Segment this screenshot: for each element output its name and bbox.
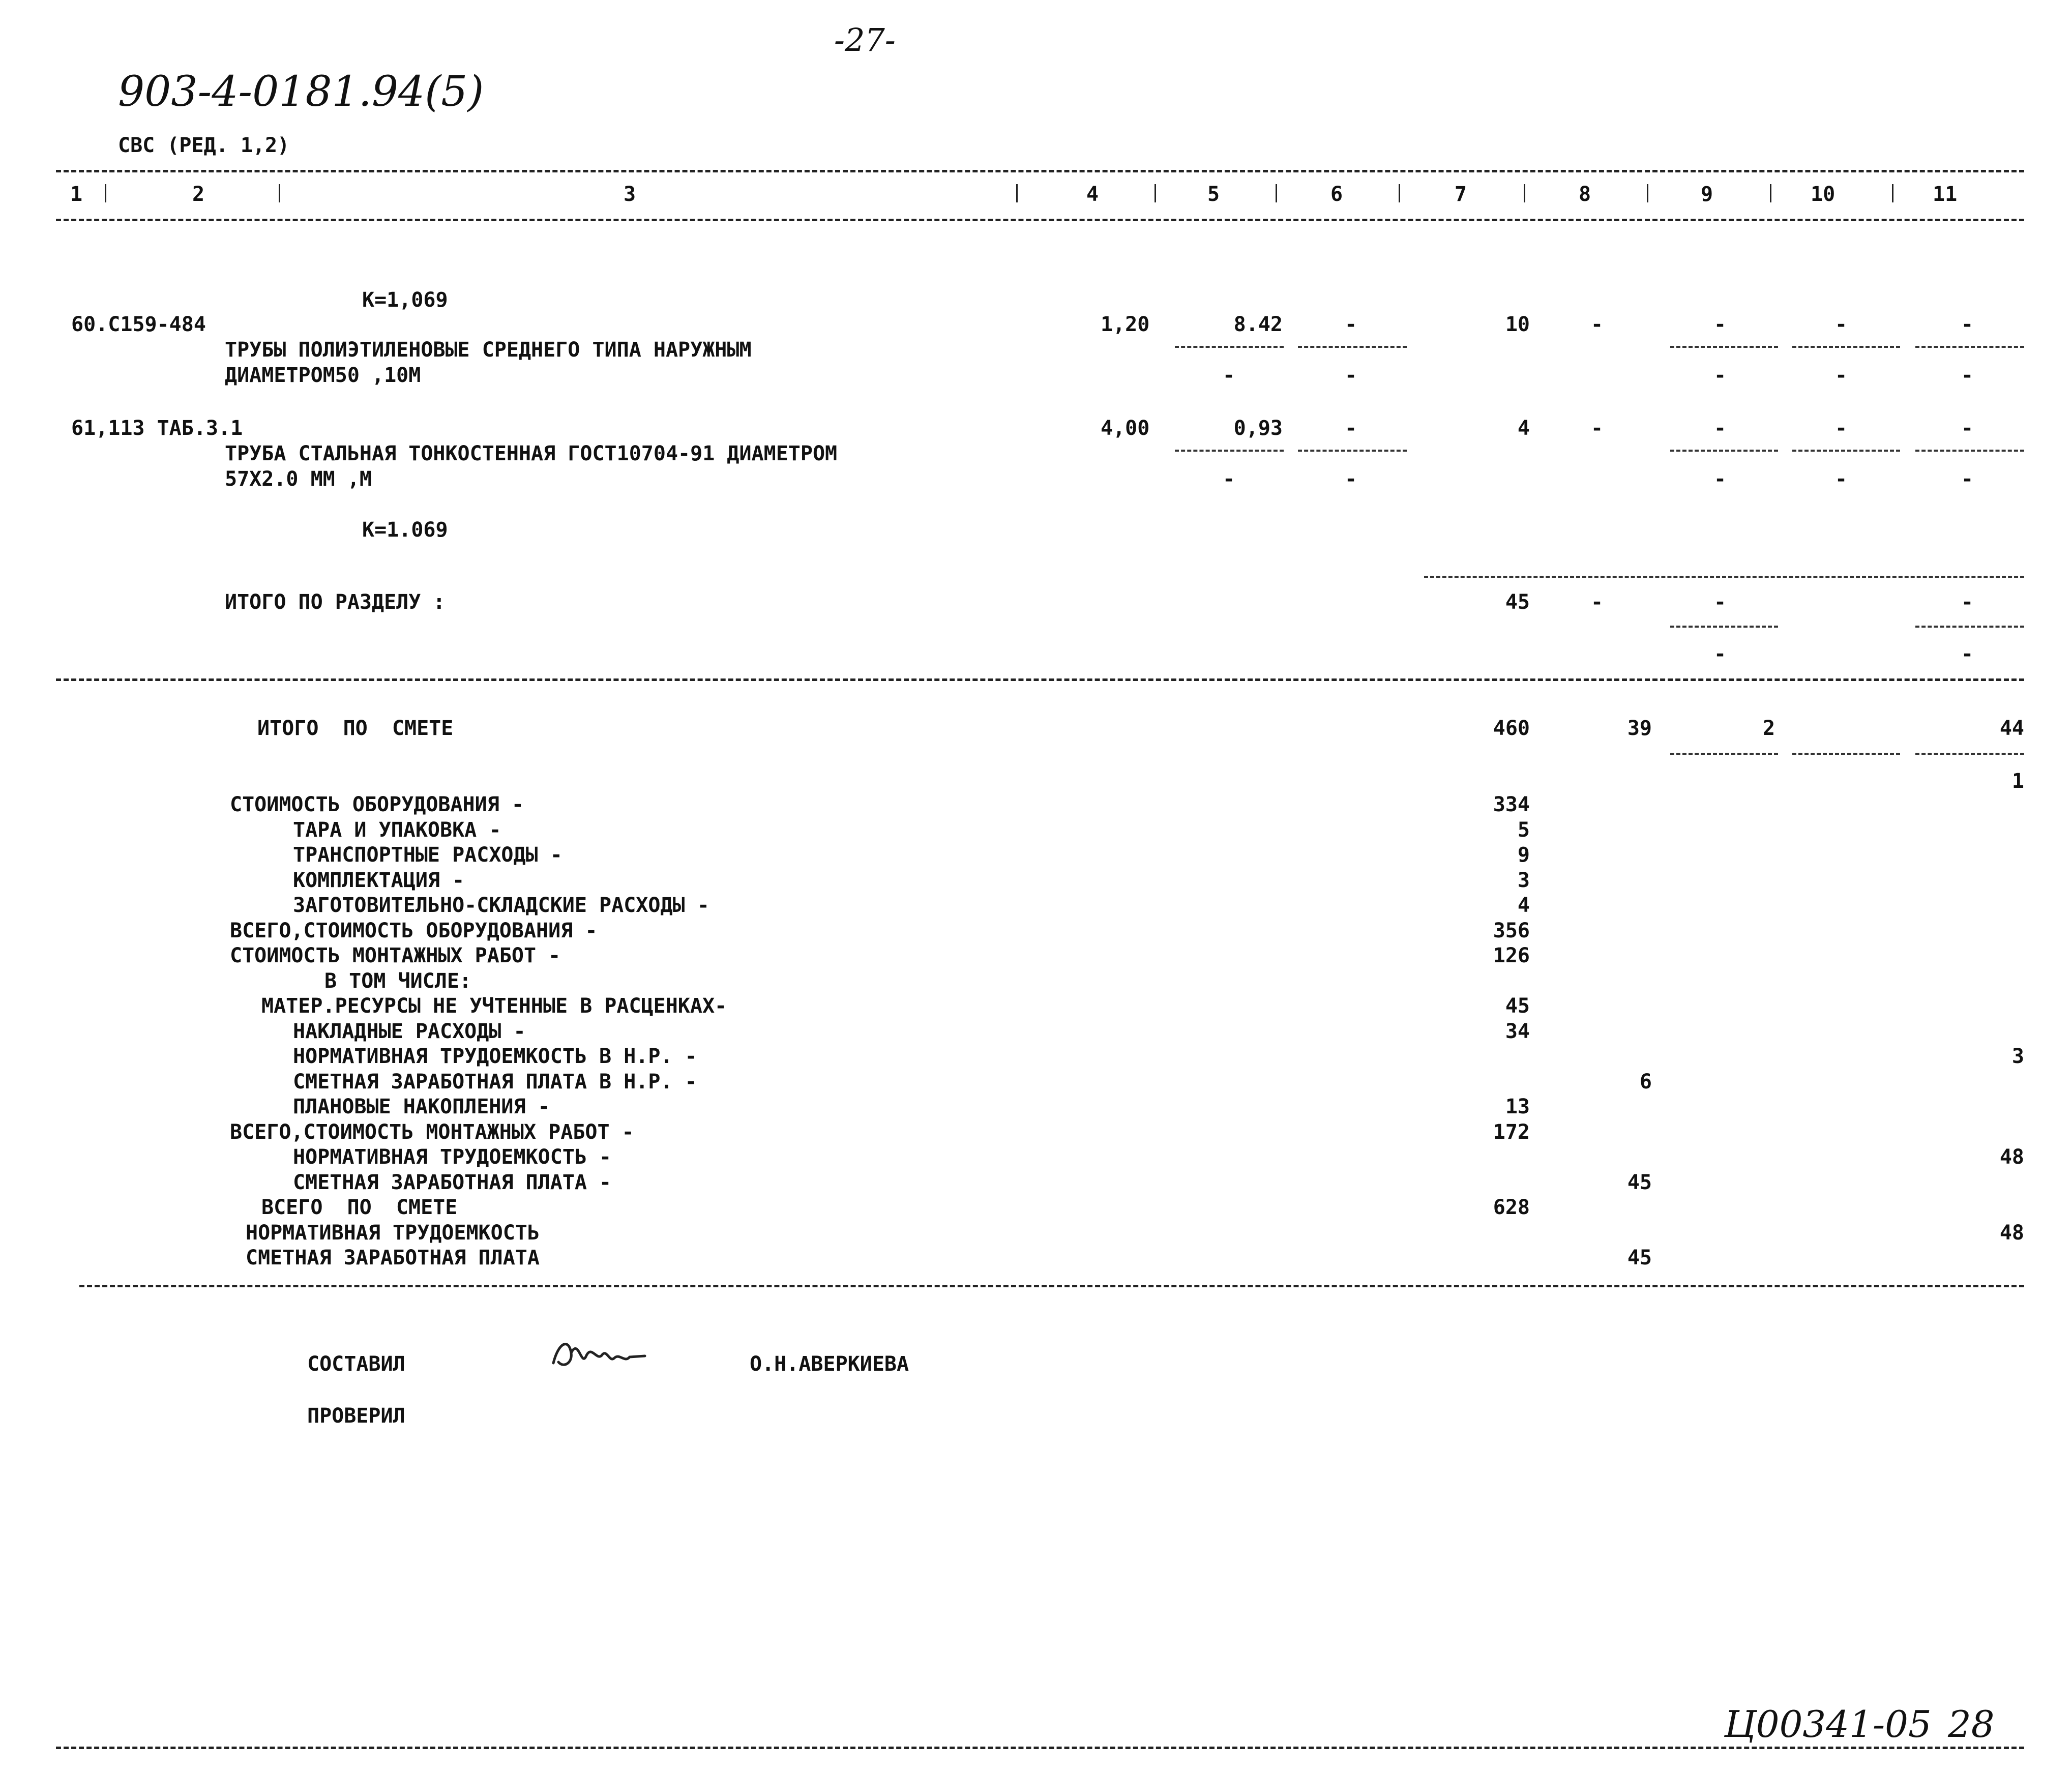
cell-col4: 1,20	[1101, 313, 1150, 336]
cell-rule	[1792, 753, 1900, 755]
summary-label: НОРМАТИВНАЯ ТРУДОЕМКОСТЬ В Н.Р. -	[293, 1045, 697, 1068]
summary-value-c7: 5	[1517, 818, 1530, 842]
compiler-name: О.Н.АВЕРКИЕВА	[750, 1352, 909, 1376]
header-top-rule	[56, 170, 2024, 172]
cell-col9-sub: -	[1714, 467, 1727, 491]
col-separator	[105, 184, 106, 202]
cell-col5-sub: -	[1223, 364, 1235, 387]
estimate-total-label: ИТОГО ПО СМЕТЕ	[257, 717, 454, 740]
item-description: ТРУБЫ ПОЛИЭТИЛЕНОВЫЕ СРЕДНЕГО ТИПА НАРУЖНЫМ	[225, 338, 752, 362]
cell-rule	[1298, 450, 1407, 452]
summary-label: НАКЛАДНЫЕ РАСХОДЫ -	[293, 1020, 526, 1043]
cell-col7: 10	[1505, 313, 1530, 336]
col-header-6: 6	[1330, 183, 1343, 206]
signature	[548, 1333, 650, 1382]
summary-label: СМЕТНАЯ ЗАРАБОТНАЯ ПЛАТА -	[293, 1171, 612, 1194]
cell-col5: 8.42	[1233, 313, 1283, 336]
cell-col7: 45	[1505, 590, 1530, 614]
summary-value-c7: 9	[1517, 843, 1530, 867]
cell-col9-sub: -	[1714, 642, 1727, 666]
cell-col11-sub: 1	[2011, 770, 2024, 793]
cell-rule	[1670, 626, 1778, 628]
summary-label: ЗАГОТОВИТЕЛЬНО-СКЛАДСКИЕ РАСХОДЫ -	[293, 894, 709, 917]
cell-col11-sub: -	[1961, 642, 1974, 666]
summary-value-c7: 334	[1493, 793, 1530, 816]
summary-value-c7: 3	[1517, 869, 1530, 892]
archive-stamp: Ц00341-05	[1724, 1703, 1932, 1746]
summary-value-c8: 6	[1639, 1070, 1652, 1094]
cell-col9: -	[1714, 313, 1727, 336]
cell-rule	[1175, 450, 1284, 452]
cell-col6-sub: -	[1345, 364, 1357, 387]
cell-col6-sub: -	[1345, 467, 1357, 491]
item-description: ДИАМЕТРОМ50 ,10М	[225, 364, 421, 387]
checked-by-label: ПРОВЕРИЛ	[307, 1404, 405, 1428]
cell-col11-sub: -	[1961, 364, 1974, 387]
section-total-label: ИТОГО ПО РАЗДЕЛУ :	[225, 590, 446, 614]
col-separator	[1647, 184, 1648, 202]
cell-col6: -	[1345, 313, 1357, 336]
item-description: ТРУБА СТАЛЬНАЯ ТОНКОСТЕННАЯ ГОСТ10704-91 ДИАМЕТРОМ	[225, 442, 838, 465]
cell-col10-sub: -	[1835, 467, 1848, 491]
summary-label: СМЕТНАЯ ЗАРАБОТНАЯ ПЛАТА В Н.Р. -	[293, 1070, 697, 1094]
summary-label: В ТОМ ЧИСЛЕ:	[324, 969, 471, 993]
cell-col11-sub: -	[1961, 467, 1974, 491]
cell-col8: -	[1591, 417, 1604, 440]
sheet-number: 28	[1948, 1703, 1995, 1746]
cell-col9: 2	[1763, 717, 1775, 740]
program-version: СВС (РЕД. 1,2)	[118, 134, 290, 157]
cell-rule	[1298, 346, 1407, 348]
cell-col9-sub: -	[1714, 364, 1727, 387]
summary-label: ВСЕГО ПО СМЕТЕ	[261, 1196, 458, 1219]
cell-rule	[1915, 626, 2024, 628]
col-header-5: 5	[1207, 183, 1220, 206]
col-separator	[1770, 184, 1771, 202]
document-code: 903-4-0181.94(5)	[118, 68, 484, 116]
summary-label: ТАРА И УПАКОВКА -	[293, 818, 501, 842]
coefficient-line: К=1.069	[362, 518, 448, 542]
summary-label: НОРМАТИВНАЯ ТРУДОЕМКОСТЬ	[246, 1221, 540, 1245]
summary-label: СТОИМОСТЬ МОНТАЖНЫХ РАБОТ -	[230, 944, 561, 967]
summary-bottom-rule	[79, 1285, 2024, 1287]
cell-col11: 44	[1999, 717, 2024, 740]
footer-rule	[56, 1747, 2024, 1749]
summary-value-c7: 172	[1493, 1120, 1530, 1144]
col-separator	[1016, 184, 1018, 202]
summary-label: ТРАНСПОРТНЫЕ РАСХОДЫ -	[293, 843, 563, 867]
cell-col4: 4,00	[1101, 417, 1150, 440]
col-header-3: 3	[624, 183, 636, 206]
col-separator	[1399, 184, 1400, 202]
summary-value-c7: 13	[1505, 1095, 1530, 1118]
col-header-8: 8	[1579, 183, 1591, 206]
cell-rule	[1792, 346, 1900, 348]
cell-rule	[1175, 346, 1284, 348]
col-header-7: 7	[1455, 183, 1467, 206]
summary-value-c7: 126	[1493, 944, 1530, 967]
summary-label: ПЛАНОВЫЕ НАКОПЛЕНИЯ -	[293, 1095, 550, 1118]
cell-col9: -	[1714, 417, 1727, 440]
col-header-11: 11	[1933, 183, 1958, 206]
summary-label: ВСЕГО,СТОИМОСТЬ ОБОРУДОВАНИЯ -	[230, 919, 598, 942]
header-bottom-rule	[56, 219, 2024, 221]
summary-value-c7: 4	[1517, 894, 1530, 917]
compiled-by-label: СОСТАВИЛ	[307, 1352, 405, 1376]
summary-value-c8: 45	[1627, 1171, 1652, 1194]
summary-label: СТОИМОСТЬ ОБОРУДОВАНИЯ -	[230, 793, 524, 816]
cell-col8: -	[1591, 313, 1604, 336]
item-description: 57Х2.0 ММ ,М	[225, 467, 372, 491]
col-header-2: 2	[192, 183, 205, 206]
cell-rule	[1915, 753, 2024, 755]
summary-value-c7: 45	[1505, 994, 1530, 1018]
cell-col8: -	[1591, 590, 1604, 614]
cell-col7: 460	[1493, 717, 1530, 740]
col-separator	[1892, 184, 1893, 202]
summary-value-c11: 48	[1999, 1221, 2024, 1245]
col-header-1: 1	[70, 183, 83, 206]
col-separator	[1524, 184, 1525, 202]
cell-col10: -	[1835, 417, 1848, 440]
summary-value-c11: 3	[2011, 1045, 2024, 1068]
cell-col11: -	[1961, 313, 1974, 336]
summary-value-c7: 356	[1493, 919, 1530, 942]
cell-rule	[1670, 753, 1778, 755]
cell-col5-sub: -	[1223, 467, 1235, 491]
cell-col11: -	[1961, 417, 1974, 440]
col-separator	[279, 184, 280, 202]
item-code: 61,113 ТАБ.3.1	[71, 417, 243, 440]
summary-value-c7: 34	[1505, 1020, 1530, 1043]
signature-scribble	[548, 1333, 650, 1378]
cell-col11: -	[1961, 590, 1974, 614]
cell-col8: 39	[1627, 717, 1652, 740]
coefficient-line: К=1,069	[362, 288, 448, 312]
cell-rule	[1792, 450, 1900, 452]
summary-value-c11: 48	[1999, 1145, 2024, 1169]
summary-label: СМЕТНАЯ ЗАРАБОТНАЯ ПЛАТА	[246, 1246, 540, 1269]
cell-col10: -	[1835, 313, 1848, 336]
summary-label: ВСЕГО,СТОИМОСТЬ МОНТАЖНЫХ РАБОТ -	[230, 1120, 634, 1144]
summary-label: НОРМАТИВНАЯ ТРУДОЕМКОСТЬ -	[293, 1145, 612, 1169]
col-separator	[1276, 184, 1277, 202]
section-total-rule	[1424, 576, 2024, 578]
col-header-10: 10	[1811, 183, 1836, 206]
cell-col10-sub: -	[1835, 364, 1848, 387]
col-separator	[1155, 184, 1156, 202]
section-divider	[56, 678, 2024, 681]
cell-rule	[1915, 346, 2024, 348]
col-header-9: 9	[1701, 183, 1713, 206]
cell-rule	[1915, 450, 2024, 452]
cell-col5: 0,93	[1233, 417, 1283, 440]
col-header-4: 4	[1086, 183, 1099, 206]
cell-rule	[1670, 346, 1778, 348]
item-code: 60.С159-484	[71, 313, 206, 336]
cell-rule	[1670, 450, 1778, 452]
summary-label: МАТЕР.РЕСУРСЫ НЕ УЧТЕННЫЕ В РАСЦЕНКАХ-	[261, 994, 727, 1018]
cell-col7: 4	[1517, 417, 1530, 440]
summary-label: КОМПЛЕКТАЦИЯ -	[293, 869, 465, 892]
page-number-mark: -27-	[834, 21, 896, 58]
cell-col9: -	[1714, 590, 1727, 614]
summary-value-c8: 45	[1627, 1246, 1652, 1269]
cell-col6: -	[1345, 417, 1357, 440]
summary-value-c7: 628	[1493, 1196, 1530, 1219]
